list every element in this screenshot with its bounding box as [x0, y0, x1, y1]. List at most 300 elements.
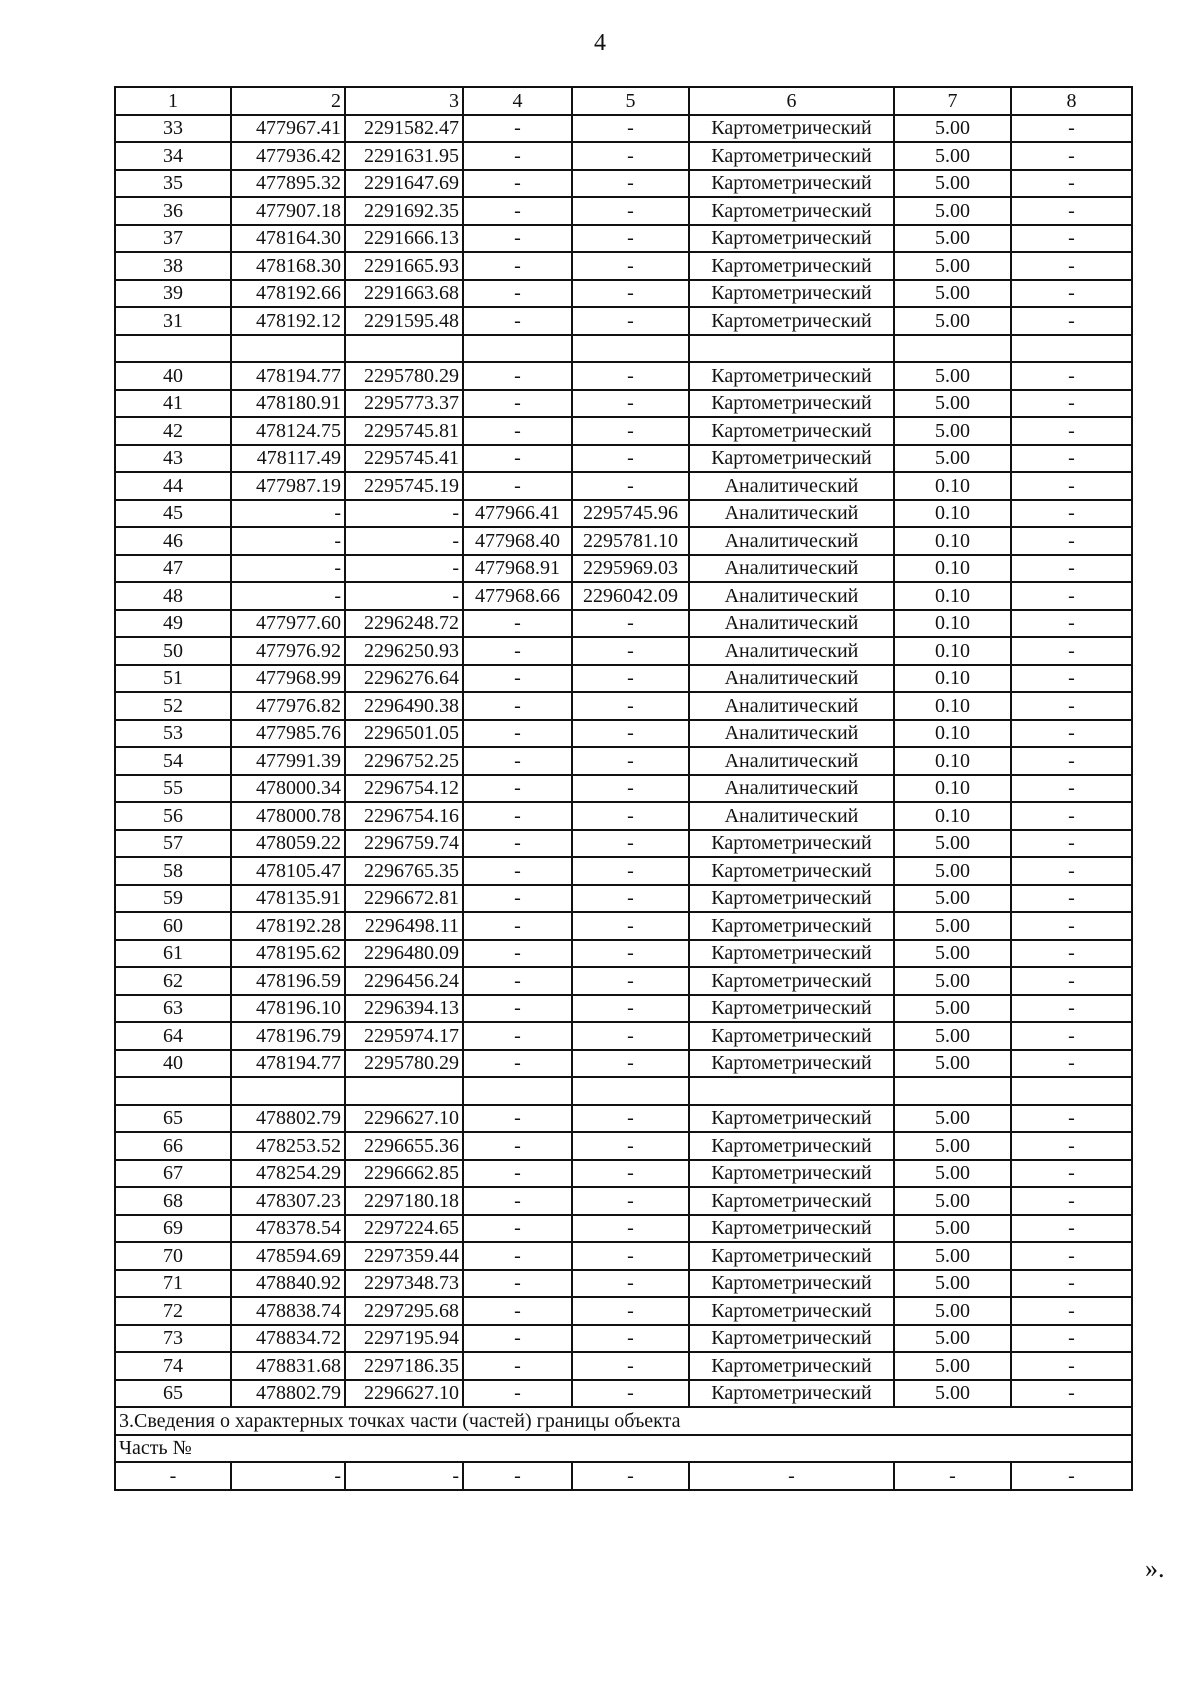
table-cell: Картометрический	[689, 830, 894, 858]
table-cell: -	[572, 747, 689, 775]
table-cell: 45	[115, 500, 231, 528]
table-cell: -	[1011, 610, 1132, 638]
table-cell: 5.00	[894, 1022, 1011, 1050]
table-row	[115, 1380, 1132, 1408]
table-cell: 478802.79	[231, 1105, 345, 1133]
table-cell: 477977.60	[231, 610, 345, 638]
table-cell: Аналитический	[689, 775, 894, 803]
table-cell: 0.10	[894, 637, 1011, 665]
table-cell: 478059.22	[231, 830, 345, 858]
table-cell: 477987.19	[231, 472, 345, 500]
table-row	[115, 1325, 1132, 1353]
table-cell: Картометрический	[689, 197, 894, 225]
table-cell: -	[572, 252, 689, 280]
table-cell: 5.00	[894, 1325, 1011, 1353]
table-cell: 477907.18	[231, 197, 345, 225]
table-cell: -	[345, 1462, 463, 1490]
table-cell: Картометрический	[689, 1242, 894, 1270]
table-row	[115, 225, 1132, 253]
table-cell: 2296042.09	[572, 582, 689, 610]
table-cell: 2296754.12	[345, 775, 463, 803]
table-cell: 5.00	[894, 445, 1011, 473]
table-cell: 2296655.36	[345, 1132, 463, 1160]
table-cell: -	[1011, 1352, 1132, 1380]
table-row	[115, 335, 1132, 363]
table-cell: 5.00	[894, 1187, 1011, 1215]
table-cell: -	[463, 885, 572, 913]
table-cell	[231, 1077, 345, 1105]
table-cell: -	[463, 142, 572, 170]
table-cell: 4	[463, 87, 572, 115]
table-cell: 478253.52	[231, 1132, 345, 1160]
table-cell: 2297180.18	[345, 1187, 463, 1215]
table-cell: 42	[115, 417, 231, 445]
table-cell: 478307.23	[231, 1187, 345, 1215]
table-cell: -	[1011, 995, 1132, 1023]
part-number-label: Часть №	[115, 1435, 1132, 1463]
table-cell: Аналитический	[689, 665, 894, 693]
table-cell: 2291595.48	[345, 307, 463, 335]
table-cell: -	[1011, 637, 1132, 665]
table-cell: 34	[115, 142, 231, 170]
table-cell: 33	[115, 115, 231, 143]
table-row	[115, 665, 1132, 693]
table-cell: Картометрический	[689, 1325, 894, 1353]
table-cell: -	[572, 170, 689, 198]
table-row	[115, 967, 1132, 995]
table-cell: 478124.75	[231, 417, 345, 445]
table-cell: -	[1011, 225, 1132, 253]
table-cell: 5.00	[894, 197, 1011, 225]
table-cell: -	[1011, 280, 1132, 308]
table-cell: -	[463, 445, 572, 473]
table-cell: -	[463, 1105, 572, 1133]
section-3-row	[115, 1407, 1132, 1435]
table-cell: -	[463, 280, 572, 308]
table-cell: 0.10	[894, 692, 1011, 720]
table-cell: -	[572, 967, 689, 995]
table-cell: -	[1011, 197, 1132, 225]
table-cell: -	[572, 885, 689, 913]
table-cell: 0.10	[894, 610, 1011, 638]
table-cell: Аналитический	[689, 472, 894, 500]
table-cell: 62	[115, 967, 231, 995]
table-cell: 63	[115, 995, 231, 1023]
table-cell: 2296394.13	[345, 995, 463, 1023]
table-cell: 478164.30	[231, 225, 345, 253]
table-cell: 2	[231, 87, 345, 115]
table-cell: 41	[115, 390, 231, 418]
table-row	[115, 1105, 1132, 1133]
table-cell: 67	[115, 1160, 231, 1188]
table-cell: -	[463, 967, 572, 995]
table-cell: -	[572, 307, 689, 335]
table-cell: Картометрический	[689, 1297, 894, 1325]
table-cell: Картометрический	[689, 115, 894, 143]
table-cell: 478192.12	[231, 307, 345, 335]
table-cell: -	[1011, 1105, 1132, 1133]
table-cell: 2291631.95	[345, 142, 463, 170]
table-cell: 5.00	[894, 967, 1011, 995]
table-cell: -	[463, 995, 572, 1023]
table-cell: -	[1011, 1380, 1132, 1408]
table-cell: -	[463, 362, 572, 390]
table-row	[115, 582, 1132, 610]
table-cell: Картометрический	[689, 1022, 894, 1050]
table-cell: -	[1011, 390, 1132, 418]
table-cell: -	[1011, 1022, 1132, 1050]
table-cell: 5.00	[894, 1270, 1011, 1298]
table-cell: -	[1011, 912, 1132, 940]
table-cell: -	[689, 1462, 894, 1490]
table-cell: -	[572, 995, 689, 1023]
table-cell: Аналитический	[689, 527, 894, 555]
table-cell: 2297195.94	[345, 1325, 463, 1353]
table-cell: -	[345, 555, 463, 583]
table-cell: -	[1011, 417, 1132, 445]
table-cell: -	[345, 500, 463, 528]
table-cell: 2296765.35	[345, 857, 463, 885]
table-cell: 5.00	[894, 280, 1011, 308]
table-row	[115, 1242, 1132, 1270]
table-cell: -	[463, 225, 572, 253]
table-row	[115, 940, 1132, 968]
table-cell: -	[1011, 665, 1132, 693]
table-cell: -	[572, 445, 689, 473]
table-cell: Аналитический	[689, 802, 894, 830]
table-cell: 46	[115, 527, 231, 555]
table-cell: 0.10	[894, 500, 1011, 528]
table-cell: 5.00	[894, 252, 1011, 280]
table-cell: 2295781.10	[572, 527, 689, 555]
table-cell: Картометрический	[689, 912, 894, 940]
table-row	[115, 1297, 1132, 1325]
table-cell	[894, 1077, 1011, 1105]
table-cell: -	[231, 555, 345, 583]
table-cell: 2291692.35	[345, 197, 463, 225]
page-number: 4	[594, 30, 606, 56]
table-cell: -	[1011, 500, 1132, 528]
table-cell: Картометрический	[689, 142, 894, 170]
table-cell: -	[1011, 252, 1132, 280]
table-cell: 478105.47	[231, 857, 345, 885]
table-cell: 2296627.10	[345, 1105, 463, 1133]
table-cell: 478000.78	[231, 802, 345, 830]
table-cell: 0.10	[894, 555, 1011, 583]
table-cell: 1	[115, 87, 231, 115]
table-cell: -	[463, 1352, 572, 1380]
table-cell: Картометрический	[689, 362, 894, 390]
table-cell: 478192.66	[231, 280, 345, 308]
table-cell: 478802.79	[231, 1380, 345, 1408]
table-row	[115, 637, 1132, 665]
table-row	[115, 912, 1132, 940]
table-cell: 2297295.68	[345, 1297, 463, 1325]
table-row	[115, 280, 1132, 308]
table-cell: -	[1011, 1160, 1132, 1188]
table-row	[115, 500, 1132, 528]
table-cell: -	[463, 912, 572, 940]
table-cell: Аналитический	[689, 582, 894, 610]
table-cell: -	[463, 472, 572, 500]
table-cell: 2295745.81	[345, 417, 463, 445]
table-cell: Картометрический	[689, 170, 894, 198]
table-cell: -	[463, 417, 572, 445]
table-cell: -	[1011, 1270, 1132, 1298]
table-cell: -	[463, 197, 572, 225]
table-cell: -	[1011, 582, 1132, 610]
table-cell: Картометрический	[689, 1160, 894, 1188]
table-cell: -	[1011, 1187, 1132, 1215]
table-cell: 478168.30	[231, 252, 345, 280]
table-cell: 0.10	[894, 775, 1011, 803]
table-cell: 2291665.93	[345, 252, 463, 280]
table-cell: 2296248.72	[345, 610, 463, 638]
table-cell: -	[1011, 940, 1132, 968]
table-cell: Картометрический	[689, 857, 894, 885]
table-cell: -	[572, 940, 689, 968]
table-cell	[689, 1077, 894, 1105]
table-cell: 478594.69	[231, 1242, 345, 1270]
table-cell: -	[572, 775, 689, 803]
table-cell: 5.00	[894, 1105, 1011, 1133]
table-cell: -	[572, 830, 689, 858]
table-cell: 5.00	[894, 1242, 1011, 1270]
table-cell: 2296759.74	[345, 830, 463, 858]
table-cell: 2295780.29	[345, 362, 463, 390]
table-cell: -	[572, 362, 689, 390]
table-cell: -	[463, 390, 572, 418]
table-cell: Аналитический	[689, 610, 894, 638]
table-row	[115, 390, 1132, 418]
table-cell: Картометрический	[689, 252, 894, 280]
table-cell: Аналитический	[689, 555, 894, 583]
table-cell: 477985.76	[231, 720, 345, 748]
table-cell: 477976.92	[231, 637, 345, 665]
table-row	[115, 1270, 1132, 1298]
table-cell: -	[1011, 1462, 1132, 1490]
table-cell: -	[1011, 720, 1132, 748]
table-row	[115, 362, 1132, 390]
table-cell: -	[894, 1462, 1011, 1490]
table-cell: -	[463, 857, 572, 885]
table-cell: Аналитический	[689, 720, 894, 748]
table-row	[115, 472, 1132, 500]
table-cell: -	[572, 417, 689, 445]
table-cell: Картометрический	[689, 995, 894, 1023]
table-cell: 0.10	[894, 747, 1011, 775]
table-cell: Картометрический	[689, 445, 894, 473]
table-cell: 5.00	[894, 912, 1011, 940]
table-cell: Аналитический	[689, 747, 894, 775]
table-cell	[1011, 335, 1132, 363]
table-cell: 5.00	[894, 1160, 1011, 1188]
table-cell: -	[231, 1462, 345, 1490]
table-cell: 40	[115, 1050, 231, 1078]
table-cell: 0.10	[894, 665, 1011, 693]
table-cell: -	[572, 610, 689, 638]
table-row	[115, 527, 1132, 555]
table-cell: 2295974.17	[345, 1022, 463, 1050]
table-cell: 477968.99	[231, 665, 345, 693]
table-cell: 54	[115, 747, 231, 775]
table-cell: 5.00	[894, 1352, 1011, 1380]
table-cell: -	[1011, 1050, 1132, 1078]
table-row	[115, 142, 1132, 170]
table-cell: 478180.91	[231, 390, 345, 418]
table-cell: 60	[115, 912, 231, 940]
table-cell: 57	[115, 830, 231, 858]
table-cell: 2296662.85	[345, 1160, 463, 1188]
table-cell: 43	[115, 445, 231, 473]
table-cell: 477936.42	[231, 142, 345, 170]
table-cell: 8	[1011, 87, 1132, 115]
table-cell: -	[231, 527, 345, 555]
table-cell: -	[463, 775, 572, 803]
table-cell: -	[572, 1380, 689, 1408]
table-cell: 477968.91	[463, 555, 572, 583]
table-cell: Аналитический	[689, 637, 894, 665]
table-row	[115, 610, 1132, 638]
table-cell: Картометрический	[689, 1380, 894, 1408]
table-cell	[894, 335, 1011, 363]
table-cell: 5.00	[894, 362, 1011, 390]
table-cell: Аналитический	[689, 692, 894, 720]
table-cell: 3	[345, 87, 463, 115]
table-cell: 7	[894, 87, 1011, 115]
table-cell: -	[463, 1022, 572, 1050]
table-cell: 2297359.44	[345, 1242, 463, 1270]
table-cell: -	[1011, 692, 1132, 720]
table-cell: 5.00	[894, 1215, 1011, 1243]
table-cell: -	[572, 912, 689, 940]
table-cell: 47	[115, 555, 231, 583]
table-cell: -	[463, 1270, 572, 1298]
table-row	[115, 307, 1132, 335]
table-cell: -	[572, 1050, 689, 1078]
table-cell: 477991.39	[231, 747, 345, 775]
table-cell	[689, 335, 894, 363]
table-cell: 74	[115, 1352, 231, 1380]
table-row	[115, 1160, 1132, 1188]
table-cell: 59	[115, 885, 231, 913]
table-cell: -	[463, 637, 572, 665]
table-cell: 5.00	[894, 170, 1011, 198]
table-cell: -	[1011, 1132, 1132, 1160]
table-cell: -	[345, 582, 463, 610]
table-cell: Картометрический	[689, 280, 894, 308]
table-cell: 477968.40	[463, 527, 572, 555]
table-cell: -	[572, 1215, 689, 1243]
table-cell: -	[463, 1050, 572, 1078]
table-cell: -	[463, 665, 572, 693]
table-cell: -	[572, 390, 689, 418]
table-cell: -	[572, 637, 689, 665]
table-cell: 5.00	[894, 1297, 1011, 1325]
table-cell	[345, 335, 463, 363]
table-row	[115, 885, 1132, 913]
table-cell: -	[572, 1352, 689, 1380]
table-cell: -	[572, 1270, 689, 1298]
table-cell: 40	[115, 362, 231, 390]
table-row	[115, 1022, 1132, 1050]
table-row	[115, 720, 1132, 748]
table-cell: Картометрический	[689, 967, 894, 995]
table-cell: Картометрический	[689, 1215, 894, 1243]
table-row-empty-part	[115, 1462, 1132, 1490]
table-cell: Картометрический	[689, 390, 894, 418]
table-cell	[463, 335, 572, 363]
closing-quote-mark: ».	[1145, 1554, 1165, 1583]
table-cell: 5.00	[894, 995, 1011, 1023]
table-row	[115, 857, 1132, 885]
table-row	[115, 1050, 1132, 1078]
table-cell: -	[1011, 830, 1132, 858]
table-cell: 2296627.10	[345, 1380, 463, 1408]
table-cell: 5.00	[894, 417, 1011, 445]
table-cell: -	[572, 692, 689, 720]
table-cell: 2295773.37	[345, 390, 463, 418]
table-cell: -	[1011, 857, 1132, 885]
table-cell: 51	[115, 665, 231, 693]
table-cell: 478834.72	[231, 1325, 345, 1353]
table-cell: -	[1011, 802, 1132, 830]
table-cell: 49	[115, 610, 231, 638]
table-cell: 5.00	[894, 1132, 1011, 1160]
table-cell: 2296501.05	[345, 720, 463, 748]
table-cell: 52	[115, 692, 231, 720]
table-cell: 6	[689, 87, 894, 115]
table-cell: 72	[115, 1297, 231, 1325]
table-cell: 39	[115, 280, 231, 308]
table-cell: 5.00	[894, 142, 1011, 170]
table-cell: Картометрический	[689, 1352, 894, 1380]
table-cell: -	[572, 142, 689, 170]
table-cell: -	[1011, 775, 1132, 803]
table-row	[115, 802, 1132, 830]
table-cell	[345, 1077, 463, 1105]
table-cell: -	[463, 1462, 572, 1490]
table-cell: -	[463, 747, 572, 775]
table-cell: -	[1011, 527, 1132, 555]
table-cell: 38	[115, 252, 231, 280]
table-row	[115, 830, 1132, 858]
table-cell: 2295745.41	[345, 445, 463, 473]
table-cell: 478135.91	[231, 885, 345, 913]
table-cell: 0.10	[894, 527, 1011, 555]
table-cell: 2296754.16	[345, 802, 463, 830]
table-cell: 44	[115, 472, 231, 500]
table-cell: -	[572, 472, 689, 500]
table-cell: 2296490.38	[345, 692, 463, 720]
table-cell: 2295745.96	[572, 500, 689, 528]
table-cell: 2291582.47	[345, 115, 463, 143]
table-cell: 5.00	[894, 940, 1011, 968]
table-row	[115, 115, 1132, 143]
table-cell: -	[115, 1462, 231, 1490]
table-cell: -	[463, 610, 572, 638]
table-cell: 50	[115, 637, 231, 665]
table-cell: 478838.74	[231, 1297, 345, 1325]
table-cell: -	[1011, 1325, 1132, 1353]
table-row	[115, 1215, 1132, 1243]
table-cell: Аналитический	[689, 500, 894, 528]
table-cell: Картометрический	[689, 307, 894, 335]
table-cell	[115, 1077, 231, 1105]
table-cell	[1011, 1077, 1132, 1105]
table-cell: -	[231, 582, 345, 610]
table-cell: 31	[115, 307, 231, 335]
